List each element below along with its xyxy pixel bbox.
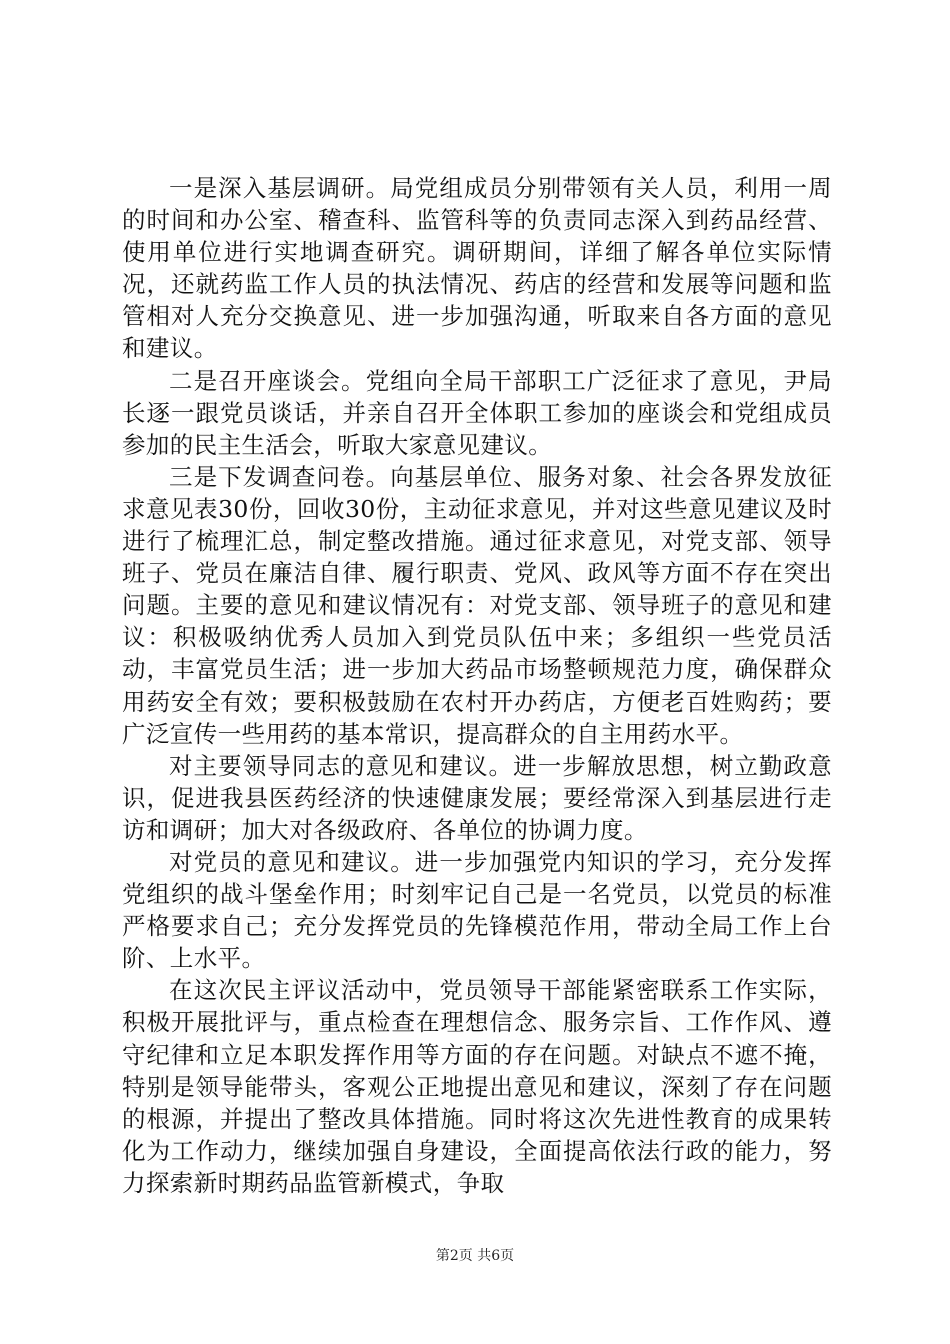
paragraph-questionnaire: 三是下发调查问卷。向基层单位、服务对象、社会各界发放征求意见表30份，回收30份，主动征求意见，并对这些意见建议及时进行了梳理汇总，制定整改措施。通过征求意见，对党支部、领导班子、党员在廉洁自律、履行职责、党风、政风等方面不存在突出问题。主要的意见和建议情况有：对党支部、领导班子的意见和建议：积极吸纳优秀人员加入到党员队伍中来；多组织一些党员活动，丰富党员生活；进一步加大药品市场整顿规范力度，确保群众用药安全有效；要积极鼓励在农村开办药店，方便老百姓购药；要广泛宣传一些用药的基本常识，提高群众的自主用药水平。 [122, 462, 832, 748]
paragraph-field-research: 一是深入基层调研。局党组成员分别带领有关人员，利用一周的时间和办公室、稽查科、监管科等的负责同志深入到药品经营、使用单位进行实地调查研究。调研期间，详细了解各单位实际情况，还就药监工作人员的执法情况、药店的经营和发展等问题和监管相对人充分交换意见、进一步加强沟通，听取来自各方面的意见和建议。 [122, 174, 832, 363]
page-number-footer: 第2页 共6页 [435, 1248, 515, 1264]
paragraph-symposium: 二是召开座谈会。党组向全局干部职工广泛征求了意见，尹局长逐一跟党员谈话，并亲自召开全体职工参加的座谈会和党组成员参加的民主生活会，听取大家意见建议。 [122, 366, 832, 459]
paragraph-member-feedback: 对党员的意见和建议。进一步加强党内知识的学习，充分发挥党组织的战斗堡垒作用；时刻牢记自己是一名党员，以党员的标准严格要求自己；充分发挥党员的先锋模范作用，带动全局工作上台阶、上水平。 [122, 847, 832, 973]
paragraph-democratic-review: 在这次民主评议活动中，党员领导干部能紧密联系工作实际，积极开展批评与，重点检查在理想信念、服务宗旨、工作作风、遵守纪律和立足本职发挥作用等方面的存在问题。对缺点不遮不掩，特别是领导能带头，客观公正地提出意见和建议，深刻了存在问题的根源，并提出了整改具体措施。同时将这次先进性教育的成果转化为工作动力，继续加强自身建设，全面提高依法行政的能力，努力探索新时期药品监管新模式，争取 [122, 976, 832, 1197]
paragraph-leader-feedback: 对主要领导同志的意见和建议。进一步解放思想，树立勤政意识，促进我县医药经济的快速健康发展；要经常深入到基层进行走访和调研；加大对各级政府、各单位的协调力度。 [122, 751, 832, 844]
document-body [122, 172, 832, 1199]
